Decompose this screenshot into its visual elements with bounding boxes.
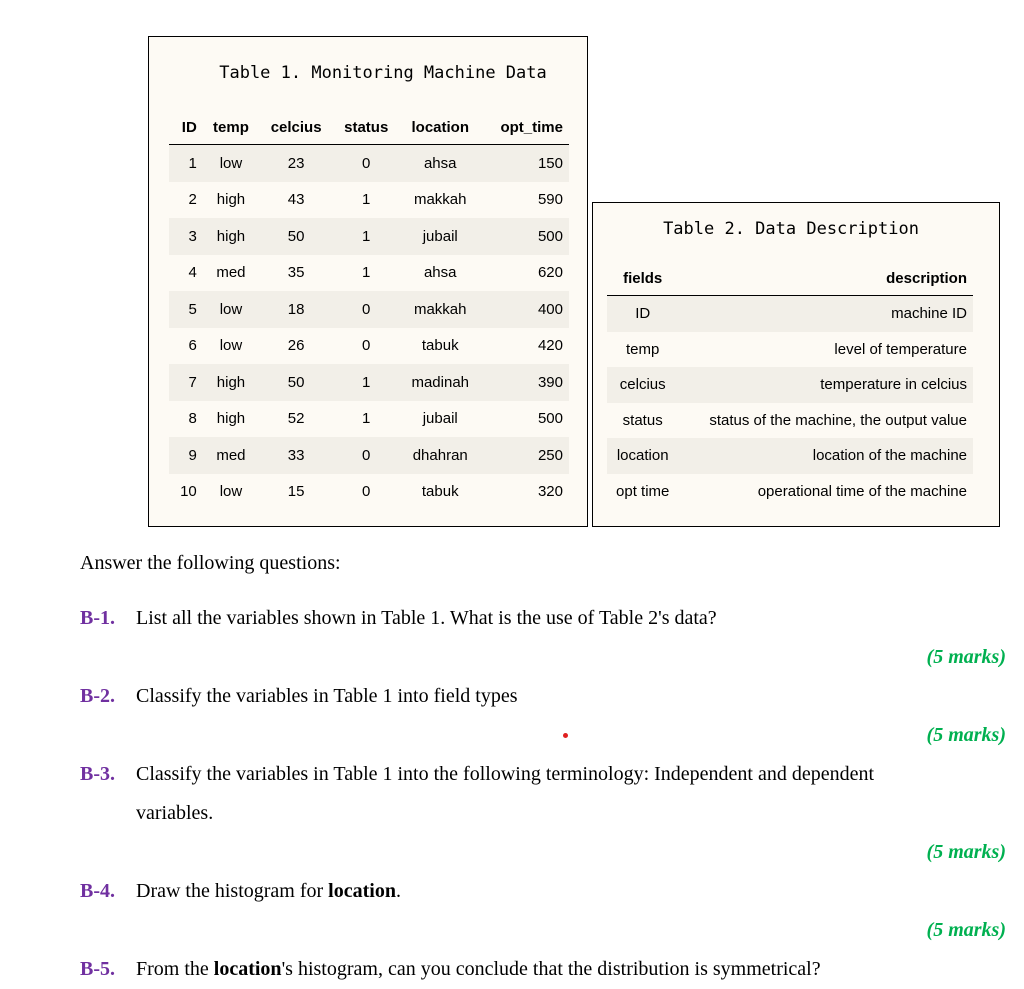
table2-body xyxy=(607,296,973,510)
question-number: B-2. xyxy=(80,685,115,707)
table-cell: 1 xyxy=(333,364,399,401)
bold-term: location xyxy=(213,958,282,980)
table-cell: makkah xyxy=(399,291,481,328)
question-number: B-5. xyxy=(80,958,115,980)
table-cell: 8 xyxy=(169,401,203,438)
text-part: . xyxy=(395,880,401,902)
text-part: Draw the histogram for xyxy=(136,880,329,902)
table-cell: 15 xyxy=(259,474,333,511)
question-text: Classify the variables in Table 1 into field types xyxy=(136,685,518,707)
question-number: B-1. xyxy=(80,607,115,629)
table-cell: 1 xyxy=(333,255,399,292)
table-cell: dhahran xyxy=(399,437,481,474)
table-row xyxy=(169,218,569,255)
table-cell: 23 xyxy=(259,145,333,182)
table-cell: 6 xyxy=(169,328,203,365)
table2-title: Table 2. Data Description xyxy=(663,219,919,239)
table-cell: 43 xyxy=(259,182,333,219)
table-row xyxy=(169,145,569,182)
table2-header-cell: fields xyxy=(607,261,678,296)
table-cell: 52 xyxy=(259,401,333,438)
table-cell: 500 xyxy=(481,401,569,438)
question-number: B-4. xyxy=(80,880,115,902)
table1-header-cell: ID xyxy=(169,110,203,145)
table-cell: 9 xyxy=(169,437,203,474)
table-cell: ID xyxy=(607,296,678,332)
marks-b1: (5 marks) xyxy=(926,646,1006,668)
table2 xyxy=(607,261,973,509)
table-row xyxy=(607,403,973,439)
table-cell: opt time xyxy=(607,474,678,510)
table-cell: high xyxy=(203,182,259,219)
table-cell: status xyxy=(607,403,678,439)
table-cell: 590 xyxy=(481,182,569,219)
table-cell: makkah xyxy=(399,182,481,219)
table-cell: 320 xyxy=(481,474,569,511)
question-text xyxy=(136,958,821,981)
table-cell: ahsa xyxy=(399,255,481,292)
table-cell: location xyxy=(607,438,678,474)
table-cell: 1 xyxy=(169,145,203,182)
table2-panel xyxy=(592,202,1000,527)
table-cell: high xyxy=(203,364,259,401)
table-cell: tabuk xyxy=(399,474,481,511)
table-cell: 1 xyxy=(333,401,399,438)
table2-header-row xyxy=(607,261,973,296)
question-number: B-3. xyxy=(80,763,115,785)
table-cell: low xyxy=(203,145,259,182)
table-cell: 1 xyxy=(333,218,399,255)
table-row xyxy=(169,291,569,328)
table-cell: med xyxy=(203,255,259,292)
table-cell: 1 xyxy=(333,182,399,219)
table-row xyxy=(607,474,973,510)
marks-b3: (5 marks) xyxy=(926,841,1006,863)
question-b3-cont: variables. xyxy=(136,802,214,824)
table-cell: 0 xyxy=(333,328,399,365)
table-cell: 0 xyxy=(333,474,399,511)
table-cell: med xyxy=(203,437,259,474)
text-part: 's histogram, can you conclude that the distribution is symmetrical? xyxy=(281,958,821,980)
table-cell: 3 xyxy=(169,218,203,255)
table-cell: 620 xyxy=(481,255,569,292)
table-row xyxy=(169,401,569,438)
table-row xyxy=(169,328,569,365)
table-cell: temp xyxy=(607,332,678,368)
table-cell: low xyxy=(203,474,259,511)
table1-header-cell: opt_time xyxy=(481,110,569,145)
table1 xyxy=(169,110,569,510)
table1-header-cell: celcius xyxy=(259,110,333,145)
table-cell: 500 xyxy=(481,218,569,255)
table-cell: machine ID xyxy=(678,296,973,332)
table1-body xyxy=(169,145,569,511)
table-row xyxy=(607,332,973,368)
intro-text: Answer the following questions: xyxy=(80,552,341,574)
table-row xyxy=(607,438,973,474)
table-cell: madinah xyxy=(399,364,481,401)
table-cell: temperature in celcius xyxy=(678,367,973,403)
table-row xyxy=(607,296,973,332)
table-cell: 18 xyxy=(259,291,333,328)
marks-b2: (5 marks) xyxy=(926,724,1006,746)
table-cell: location of the machine xyxy=(678,438,973,474)
table-cell: 4 xyxy=(169,255,203,292)
table-row xyxy=(169,182,569,219)
table-cell: 5 xyxy=(169,291,203,328)
table-row xyxy=(169,437,569,474)
table-cell: 50 xyxy=(259,364,333,401)
table-cell: high xyxy=(203,218,259,255)
table-row xyxy=(169,255,569,292)
table-cell: 50 xyxy=(259,218,333,255)
table1-header-cell: status xyxy=(333,110,399,145)
table-cell: 10 xyxy=(169,474,203,511)
table-cell: 33 xyxy=(259,437,333,474)
table-row xyxy=(169,364,569,401)
table-cell: level of temperature xyxy=(678,332,973,368)
table-cell: 0 xyxy=(333,291,399,328)
text-part: From the xyxy=(136,958,214,980)
table-cell: 250 xyxy=(481,437,569,474)
table-cell: 390 xyxy=(481,364,569,401)
table1-header-cell: location xyxy=(399,110,481,145)
red-dot xyxy=(563,733,568,738)
table-cell: jubail xyxy=(399,218,481,255)
question-text xyxy=(136,880,401,903)
question-text: Classify the variables in Table 1 into the following terminology: Independent and dependent xyxy=(136,763,875,785)
table-cell: 7 xyxy=(169,364,203,401)
table-cell: 0 xyxy=(333,437,399,474)
table-row xyxy=(169,474,569,511)
table1-panel xyxy=(148,36,588,527)
table-cell: 0 xyxy=(333,145,399,182)
table-cell: ahsa xyxy=(399,145,481,182)
table-cell: celcius xyxy=(607,367,678,403)
table1-title: Table 1. Monitoring Machine Data xyxy=(219,63,547,83)
question-text: List all the variables shown in Table 1. What is the use of Table 2's data? xyxy=(136,607,717,629)
table-cell: 420 xyxy=(481,328,569,365)
table-cell: jubail xyxy=(399,401,481,438)
table-cell: low xyxy=(203,328,259,365)
table-row xyxy=(607,367,973,403)
table-cell: low xyxy=(203,291,259,328)
table-cell: tabuk xyxy=(399,328,481,365)
table-cell: 400 xyxy=(481,291,569,328)
table-cell: status of the machine, the output value xyxy=(678,403,973,439)
table1-header-cell: temp xyxy=(203,110,259,145)
table-cell: high xyxy=(203,401,259,438)
marks-b4: (5 marks) xyxy=(926,919,1006,941)
bold-term: location xyxy=(328,880,396,902)
table-cell: 2 xyxy=(169,182,203,219)
table-cell: 35 xyxy=(259,255,333,292)
table2-header-cell: description xyxy=(678,261,973,296)
table-cell: 150 xyxy=(481,145,569,182)
table-cell: 26 xyxy=(259,328,333,365)
table1-header-row xyxy=(169,110,569,145)
table-cell: operational time of the machine xyxy=(678,474,973,510)
